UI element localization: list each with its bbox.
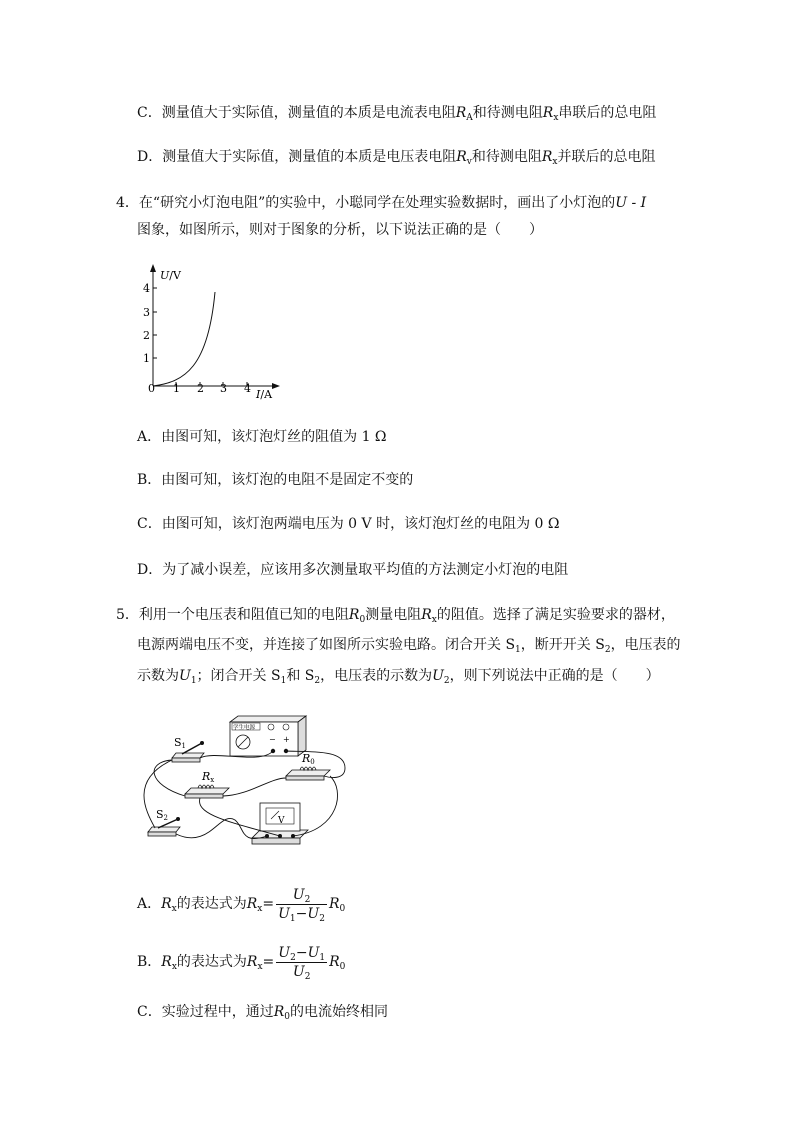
circuit-wires: [144, 751, 345, 839]
graph-ytick: 1: [143, 352, 150, 365]
formula-fraction: $\frac{U_2-U_1}{U_2}$: [278, 944, 326, 982]
q5-stem-line1: 5．利用一个电压表和阻值已知的电阻$R_0$测量电阻$R_x$的阻值。选择了满足实验要求的器材，: [116, 607, 675, 625]
formula-fraction: $\frac{U_2}{U_1-U_2}$: [278, 886, 325, 924]
q5-stem-line3: 示数为$U_1$；闭合开关 $S_1$和 $S_2$，电压表的示数为$U_2$，则下列说法中正确的是（ ）: [137, 668, 660, 686]
power-supply-label: 学生电源: [233, 725, 256, 731]
q4-option-a: A．由图可知，该灯泡灯丝的阻值为 1 Ω: [137, 429, 387, 445]
graph-origin: 0: [148, 382, 155, 395]
switch-s2: [148, 808, 180, 836]
power-minus-sign: −: [269, 735, 276, 744]
q4-option-d: D．为了减小误差，应该用多次测量取平均值的方法测定小灯泡的电阻: [137, 562, 569, 578]
graph-xtick: 3: [220, 382, 227, 395]
switch-s1: [172, 736, 204, 762]
q5-option-b: B．$R_x$的表达式为$R_x=$ $\frac{U_2-U_1}{U_2}$ $R_0$: [137, 944, 346, 982]
graph-curve: [153, 292, 215, 386]
q4-stem-line1: 4．在“研究小灯泡电阻”的实验中，小聪同学在处理实验数据时，画出了小灯泡的U - I: [116, 195, 647, 211]
power-plus-sign: +: [283, 735, 290, 744]
q4-option-c: C．由图可知，该灯泡两端电压为 0 V 时，该灯泡灯丝的电阻为 0 Ω: [137, 516, 560, 532]
graph-y-label: U/V: [160, 269, 181, 282]
graph-xtick: 1: [173, 382, 180, 395]
graph-y-arrow-icon: [150, 264, 156, 272]
switch-s1-label: S1: [174, 736, 187, 750]
power-supply: [230, 716, 306, 756]
resistor-rx: [185, 770, 229, 798]
graph-x-label: I/A: [256, 388, 273, 401]
graph-xtick: 2: [197, 382, 204, 395]
q5-circuit-figure: [140, 710, 355, 865]
voltmeter-label: V: [278, 816, 285, 826]
q5-option-c: C．实验过程中，通过$R_0$的电流始终相同: [137, 1004, 388, 1022]
graph-x-arrow-icon: [272, 383, 280, 389]
q5-stem-line2: 电源两端电压不变，并连接了如图所示实验电路。闭合开关 $S_1$，断开开关 $S_2$，电压表的: [137, 637, 681, 655]
q4-ui-graph: [140, 262, 290, 402]
q3-option-c: C．测量值大于实际值，测量值的本质是电流表电阻$R_A$和待测电阻$R_x$串联后的总电阻: [137, 105, 657, 123]
graph-ytick: 3: [143, 306, 150, 319]
q5-option-a: A．$R_x$的表达式为$R_x=$ $\frac{U_2}{U_1-U_2}$ $R_0$: [137, 886, 346, 924]
resistor-rx-label: Rx: [202, 770, 215, 784]
graph-ytick: 4: [143, 282, 150, 295]
resistor-r0-label: R0: [302, 752, 315, 766]
switch-s2-label: S2: [156, 808, 169, 822]
q3-option-d: D．测量值大于实际值，测量值的本质是电压表电阻$R_v$和待测电阻$R_x$并联后的总电阻: [137, 149, 656, 167]
graph-ytick: 2: [143, 329, 150, 342]
q4-stem-line2: 图象，如图所示，则对于图象的分析，以下说法正确的是（ ）: [137, 222, 543, 238]
q4-option-b: B．由图可知，该灯泡的电阻不是固定不变的: [137, 472, 414, 488]
graph-xtick: 4: [244, 382, 251, 395]
